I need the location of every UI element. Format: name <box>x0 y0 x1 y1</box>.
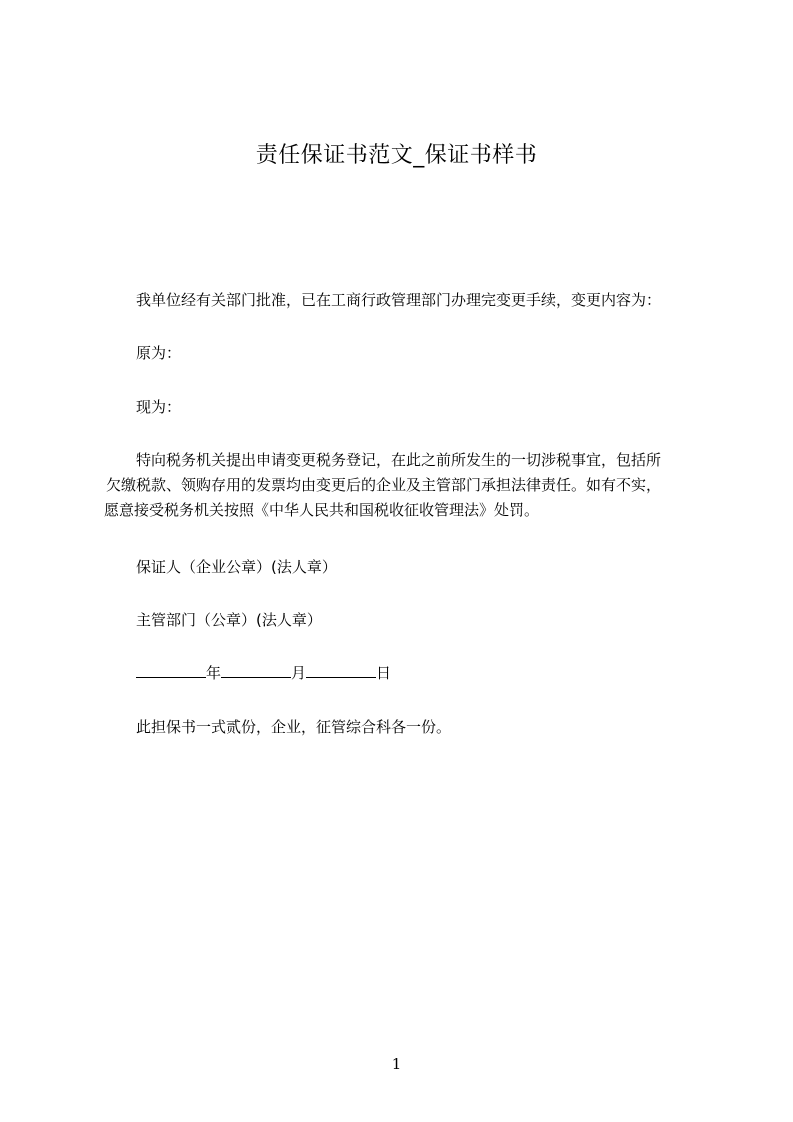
day-blank <box>306 663 376 678</box>
day-label: 日 <box>376 664 392 682</box>
statement-line-1: 特向税务机关提出申请变更税务登记，在此之前所发生的一切涉税事宜，包括所 <box>136 451 662 469</box>
statement-line-3: 愿意接受税务机关按照《中华人民共和国税收征收管理法》处罚。 <box>104 501 540 519</box>
intro-paragraph: 我单位经有关部门批准，已在工商行政管理部门办理完变更手续，变更内容为： <box>136 291 662 309</box>
supervisor-signature-line: 主管部门（公章）(法人章） <box>136 611 322 629</box>
month-label: 月 <box>291 664 307 682</box>
current-label: 现为： <box>136 398 182 416</box>
month-blank <box>221 663 291 678</box>
original-label: 原为： <box>136 344 182 362</box>
copies-note: 此担保书一式贰份，企业，征管综合科各一份。 <box>136 718 452 736</box>
year-blank <box>136 663 206 678</box>
statement-paragraph <box>104 448 704 523</box>
year-label: 年 <box>206 664 222 682</box>
page-number: 1 <box>391 1055 402 1073</box>
statement-line-2: 欠缴税款、领购存用的发票均由变更后的企业及主管部门承担法律责任。如有不实， <box>106 476 662 494</box>
guarantor-signature-line: 保证人（企业公章）(法人章） <box>136 558 337 576</box>
date-line <box>104 661 736 686</box>
page-title: 责任保证书范文_保证书样书 <box>255 143 538 168</box>
